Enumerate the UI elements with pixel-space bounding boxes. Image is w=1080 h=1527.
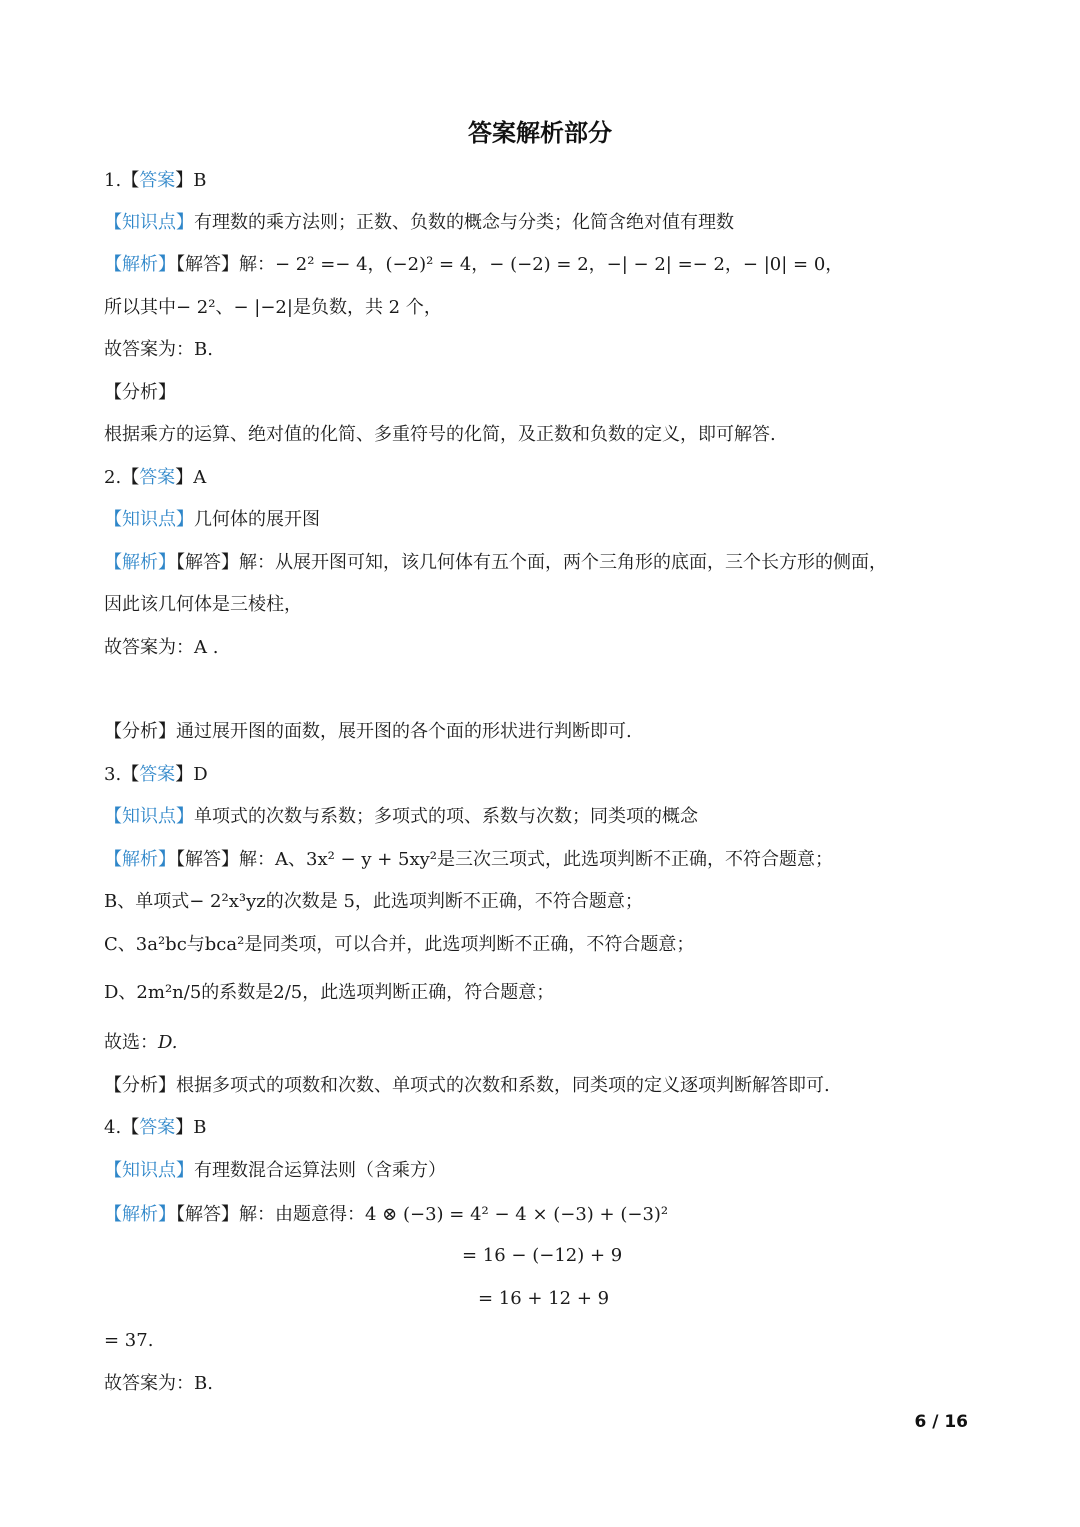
q1-review-text: 根据乘方的运算、绝对值的化简、多重符号的化简，及正数和负数的定义，即可解答. bbox=[104, 424, 776, 445]
analysis-label: 解析 bbox=[122, 1204, 158, 1225]
answer-label: 答案 bbox=[139, 764, 176, 785]
q4-answer: B bbox=[193, 1117, 207, 1138]
answer-label: 答案 bbox=[139, 467, 176, 488]
answer-label: 答案 bbox=[139, 170, 176, 191]
q2-knowledge: 几何体的展开图 bbox=[194, 509, 320, 530]
q3-option-a: 解：A、3x² − y + 5xy²是三次三项式，此选项判断不正确，不符合题意； bbox=[239, 849, 834, 870]
q2-analysis-line: 【解析】【解答】解：从展开图可知，该几何体有五个面，两个三角形的底面，三个长方形的侧面， bbox=[104, 552, 887, 573]
q2-number: 2. bbox=[104, 467, 122, 488]
q1-solution-line2: 所以其中− 2²、− |−2|是负数，共 2 个， bbox=[104, 297, 442, 318]
knowledge-label: 知识点 bbox=[122, 212, 176, 233]
q1-answer-line: 1.【答案】B bbox=[104, 170, 207, 191]
analysis-label: 解析 bbox=[122, 849, 158, 870]
q2-review-line bbox=[104, 719, 632, 745]
q4-solution-line4: = 37. bbox=[104, 1330, 154, 1351]
knowledge-label: 知识点 bbox=[122, 509, 176, 530]
page-title: 答案解析部分 bbox=[468, 119, 612, 147]
q1-solution-line3: 故答案为：B. bbox=[104, 339, 213, 360]
q1-knowledge-line: 【知识点】有理数的乘方法则；正数、负数的概念与分类；化简含绝对值有理数 bbox=[104, 212, 734, 233]
q4-knowledge: 有理数混合运算法则（含乘方） bbox=[194, 1160, 446, 1181]
q2-knowledge-line: 【知识点】几何体的展开图 bbox=[104, 509, 320, 530]
q4-knowledge-line: 【知识点】有理数混合运算法则（含乘方） bbox=[104, 1160, 446, 1181]
q2-review-text: 通过展开图的面数，展开图的各个面的形状进行判断即可. bbox=[176, 721, 632, 742]
q3-choose-line bbox=[104, 1030, 178, 1056]
q3-option-d: D、2m²n/5的系数是2/5，此选项判断正确，符合题意； bbox=[104, 982, 555, 1003]
q4-number: 4. bbox=[104, 1117, 122, 1138]
q3-answer: D bbox=[193, 764, 208, 785]
knowledge-label: 知识点 bbox=[122, 1160, 176, 1181]
q3-knowledge-line: 【知识点】单项式的次数与系数；多项式的项、系数与次数；同类项的概念 bbox=[104, 806, 698, 827]
q3-analysis-line: 【解析】【解答】解：A、3x² − y + 5xy²是三次三项式，此选项判断不正确，不符合题意； bbox=[104, 849, 834, 870]
q1-number: 1. bbox=[104, 170, 122, 191]
q1-review-label: 【分析】 bbox=[104, 382, 176, 403]
solution-label: 【解答】 bbox=[176, 254, 239, 275]
q3-option-c: C、3a²bc与bca²是同类项，可以合并，此选项判断不正确，不符合题意； bbox=[104, 934, 695, 955]
solution-label: 【解答】 bbox=[176, 1204, 239, 1225]
q3-answer-line: 3.【答案】D bbox=[104, 764, 208, 785]
q2-solution-line1: 解：从展开图可知，该几何体有五个面，两个三角形的底面，三个长方形的侧面， bbox=[239, 552, 887, 573]
q4-solution-line5: 故答案为：B. bbox=[104, 1373, 213, 1394]
q3-choose-value: D. bbox=[158, 1032, 178, 1053]
q2-answer-line: 2.【答案】A bbox=[104, 467, 207, 488]
q1-knowledge: 有理数的乘方法则；正数、负数的概念与分类；化简含绝对值有理数 bbox=[194, 212, 734, 233]
q1-analysis-line: 【解析】【解答】解：− 2² =− 4，(−2)² = 4，− (−2) = 2，−| − 2| =− 2，− |0| = 0， bbox=[104, 254, 844, 275]
q3-number: 3. bbox=[104, 764, 122, 785]
answer-label: 答案 bbox=[139, 1117, 176, 1138]
solution-label: 【解答】 bbox=[176, 849, 239, 870]
solution-label: 【解答】 bbox=[176, 552, 239, 573]
q4-answer-line: 4.【答案】B bbox=[104, 1117, 207, 1138]
q3-knowledge: 单项式的次数与系数；多项式的项、系数与次数；同类项的概念 bbox=[194, 806, 698, 827]
q2-solution-line2: 因此该几何体是三棱柱， bbox=[104, 594, 302, 615]
review-label: 【分析】 bbox=[104, 1075, 176, 1096]
page-number: 6 / 16 bbox=[914, 1412, 968, 1432]
q1-answer: B bbox=[193, 170, 207, 191]
choose-label: 故选： bbox=[104, 1032, 158, 1053]
q2-solution-line3: 故答案为：A . bbox=[104, 637, 219, 658]
q4-analysis-line: 【解析】【解答】解：由题意得：4 ⊗ (−3) = 4² − 4 × (−3) + (−3)² bbox=[104, 1204, 669, 1225]
analysis-label: 解析 bbox=[122, 552, 158, 573]
review-label: 【分析】 bbox=[104, 721, 176, 742]
q2-answer: A bbox=[193, 467, 207, 488]
q3-review-line bbox=[104, 1073, 830, 1099]
q1-solution-line1: 解：− 2² =− 4，(−2)² = 4，− (−2) = 2，−| − 2| =− 2，− |0| = 0， bbox=[239, 254, 844, 275]
q3-review-text: 根据多项式的项数和次数、单项式的次数和系数，同类项的定义逐项判断解答即可. bbox=[176, 1075, 830, 1096]
knowledge-label: 知识点 bbox=[122, 806, 176, 827]
q4-solution-line3: = 16 + 12 + 9 bbox=[478, 1288, 610, 1309]
q3-option-b: B、单项式− 2²x³yz的次数是 5，此选项判断不正确，不符合题意； bbox=[104, 891, 643, 912]
q4-solution-line2: = 16 − (−12) + 9 bbox=[462, 1245, 623, 1266]
q4-solution-line1: 解：由题意得：4 ⊗ (−3) = 4² − 4 × (−3) + (−3)² bbox=[239, 1204, 669, 1225]
analysis-label: 解析 bbox=[122, 254, 158, 275]
